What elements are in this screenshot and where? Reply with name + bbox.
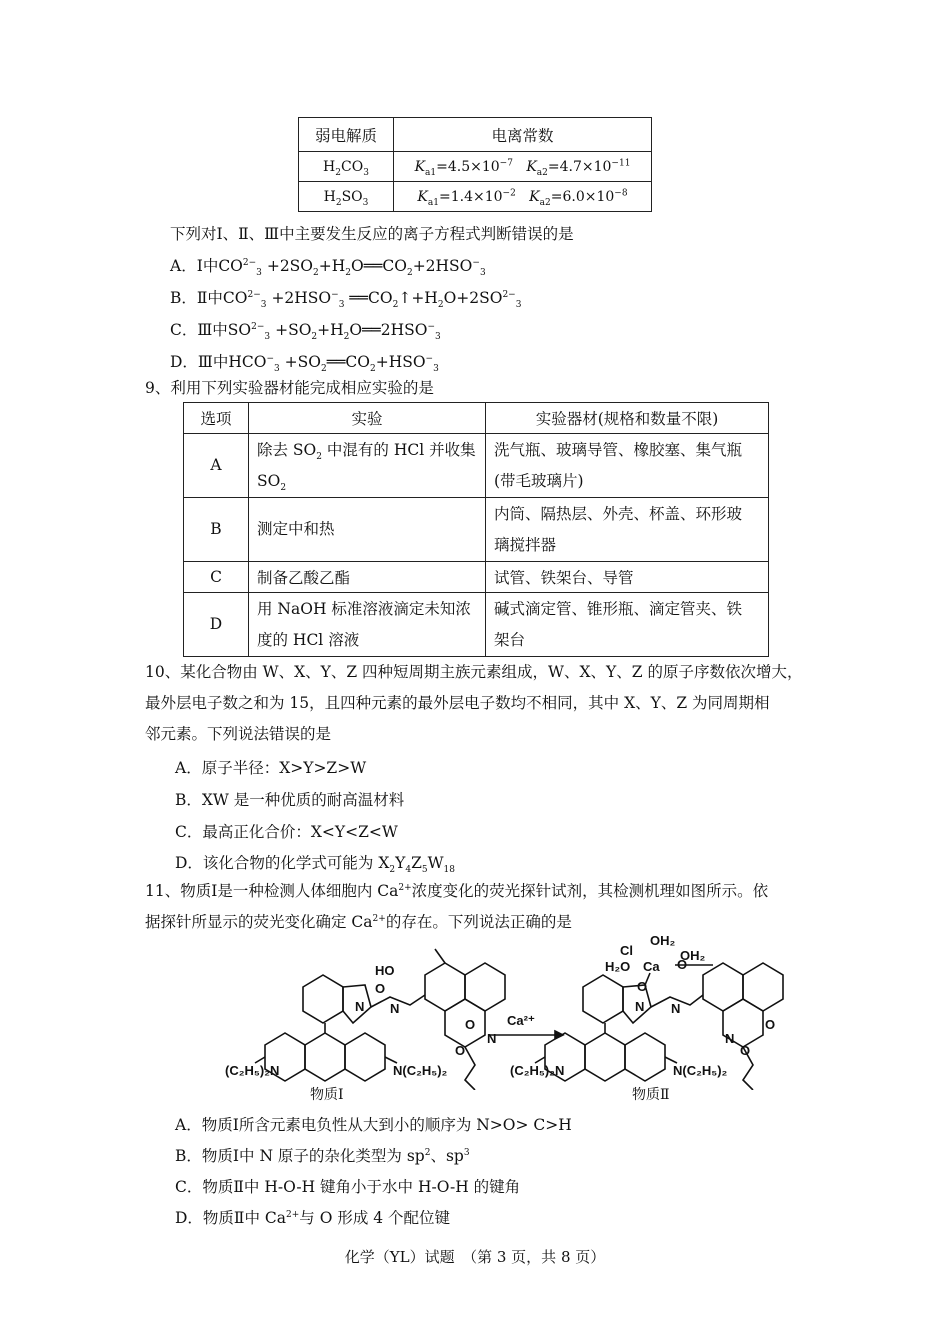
text-ho: HO	[375, 963, 395, 978]
text-net2-left: (C₂H₅)₂N	[225, 1063, 280, 1078]
q8-stem: 下列对Ⅰ、Ⅱ、Ⅲ中主要发生反应的离子方程式判断错误的是	[170, 225, 574, 243]
text-n-1: N	[487, 1031, 497, 1046]
text-o-6: O	[765, 1017, 776, 1032]
q9-row-a-option: A	[184, 434, 249, 498]
q10-option-c[interactable]: C．最高正化合价：X<Y<Z<W	[175, 823, 398, 841]
q8-option-d[interactable]: D．Ⅲ中$HCO^-_3$ $+SO_2══CO_2+HSO^-_3$	[170, 353, 439, 375]
text-o-5: O	[677, 957, 688, 972]
q9-row-a-experiment: 除去 $SO_2$ 中混有的 HCl 并收集 $SO_2$	[249, 434, 486, 498]
q9-row-c-experiment: 制备乙酸乙酯	[249, 562, 486, 593]
row-h2co3-constants: $K_{a1}=4.5\times 10^{-7}$ $K_{a2}=4.7\times 10^{-11}$	[394, 152, 652, 182]
q8-option-a[interactable]: A．Ⅰ中$CO^{2-}_3$ $+2SO_2+H_2O══CO_2+2HSO^-_3$	[170, 257, 486, 279]
q11-option-d[interactable]: D．物质Ⅱ中 $Ca^{2+}$与 O 形成 4 个配位键	[175, 1209, 451, 1227]
text-n-4: N	[725, 1031, 735, 1046]
q11-option-b[interactable]: B．物质Ⅰ中 N 原子的杂化类型为 $sp^2$、$sp^3$	[175, 1147, 470, 1165]
row-h2so3: $H_2SO_3$	[299, 182, 394, 212]
substance-1-label: 物质Ⅰ	[310, 1087, 344, 1103]
text-net2-left-2: (C₂H₅)₂N	[510, 1063, 565, 1078]
q10-stem-line2: 最外层电子数之和为 15，且四种元素的最外层电子数均不相同，其中 X、Y、Z 为同周期相	[145, 694, 770, 712]
text-n-6: N	[671, 1001, 681, 1016]
q10-stem-line1: 10、某化合物由 W、X、Y、Z 四种短周期主族元素组成，W、X、Y、Z 的原子序数依次增大，	[145, 663, 803, 681]
text-o-3: O	[465, 1017, 476, 1032]
q9-row-b-experiment: 测定中和热	[249, 498, 486, 562]
text-net2-right: N(C₂H₅)₂	[393, 1063, 448, 1078]
q10-stem-line3: 邻元素。下列说法错误的是	[145, 725, 332, 743]
q9-row-b-equipment: 内筒、隔热层、外壳、杯盖、环形玻 璃搅拌器	[486, 498, 769, 562]
header-constant: 电离常数	[394, 118, 652, 152]
text-o-4: O	[637, 979, 648, 994]
header-electrolyte: 弱电解质	[299, 118, 394, 152]
text-o-1: O	[375, 981, 386, 996]
text-oh2-1: OH₂	[650, 935, 676, 948]
q9-row-d-option: D	[184, 593, 249, 657]
q9-row-b-option: B	[184, 498, 249, 562]
substance-2-label: 物质Ⅱ	[632, 1087, 670, 1103]
q9-row-c-equipment: 试管、铁架台、导管	[486, 562, 769, 593]
q10-option-d[interactable]: D．该化合物的化学式可能为 $X_2Y_4Z_5W_{18}$	[175, 854, 455, 876]
q9-row-d-equipment: 碱式滴定管、锥形瓶、滴定管夹、铁 架台	[486, 593, 769, 657]
text-h2o: H₂O	[605, 959, 631, 974]
text-net2-right-2: N(C₂H₅)₂	[673, 1063, 728, 1078]
text-o-2: O	[455, 1043, 466, 1058]
q8-option-c[interactable]: C．Ⅲ中$SO^{2-}_3$ $+SO_2+H_2O══2HSO^-_3$	[170, 321, 441, 343]
substance-2-structure	[535, 963, 783, 1090]
q9-table	[183, 402, 769, 657]
text-n-3: N	[390, 1001, 400, 1016]
q10-option-a[interactable]: A．原子半径：X>Y>Z>W	[175, 759, 367, 777]
text-ca2-arrow: Ca²⁺	[507, 1013, 535, 1028]
row-h2so3-constants: $K_{a1}=1.4\times 10^{-2}$ $K_{a2}=6.0\times 10^{-8}$	[394, 182, 652, 212]
text-cl: Cl	[620, 943, 633, 958]
q9-header-option: 选项	[184, 403, 249, 434]
text-n-2: N	[355, 999, 365, 1014]
q8-option-b[interactable]: B．Ⅱ中$CO^{2-}_3 +2HSO^-_3$ $══CO_2↑+H_2O+2SO^{2-}_3$	[170, 289, 522, 311]
q9-row-d-experiment: 用 NaOH 标准溶液滴定未知浓 度的 HCl 溶液	[249, 593, 486, 657]
q10-option-b[interactable]: B．XW 是一种优质的耐高温材料	[175, 791, 405, 809]
q11-option-a[interactable]: A．物质Ⅰ所含元素电负性从大到小的顺序为 N>O> C>H	[175, 1116, 572, 1134]
text-n-5: N	[635, 999, 645, 1014]
reaction-scheme	[225, 935, 785, 1090]
page-footer: 化学（YL）试题 （第 3 页，共 8 页）	[344, 1248, 606, 1266]
row-h2co3: $H_2CO_3$	[299, 152, 394, 182]
text-o-7: O	[740, 1043, 751, 1058]
q11-stem-line1: 11、物质Ⅰ是一种检测人体细胞内 $Ca^{2+}$浓度变化的荧光探针试剂，其检测机理如图所示。依	[145, 882, 769, 900]
q11-option-c[interactable]: C．物质Ⅱ中 H-O-H 键角小于水中 H-O-H 的键角	[175, 1178, 521, 1196]
q9-stem: 9、利用下列实验器材能完成相应实验的是	[145, 379, 434, 397]
q9-header-equipment: 实验器材(规格和数量不限)	[486, 403, 769, 434]
q9-header-experiment: 实验	[249, 403, 486, 434]
q11-stem-line2: 据探针所显示的荧光变化确定 $Ca^{2+}$的存在。下列说法正确的是	[145, 913, 572, 931]
q9-row-a-equipment: 洗气瓶、玻璃导管、橡胶塞、集气瓶 (带毛玻璃片)	[486, 434, 769, 498]
q9-row-c-option: C	[184, 562, 249, 593]
ionization-table	[298, 117, 652, 212]
text-oh2-2: OH₂	[680, 948, 706, 963]
text-ca: Ca	[643, 959, 660, 974]
